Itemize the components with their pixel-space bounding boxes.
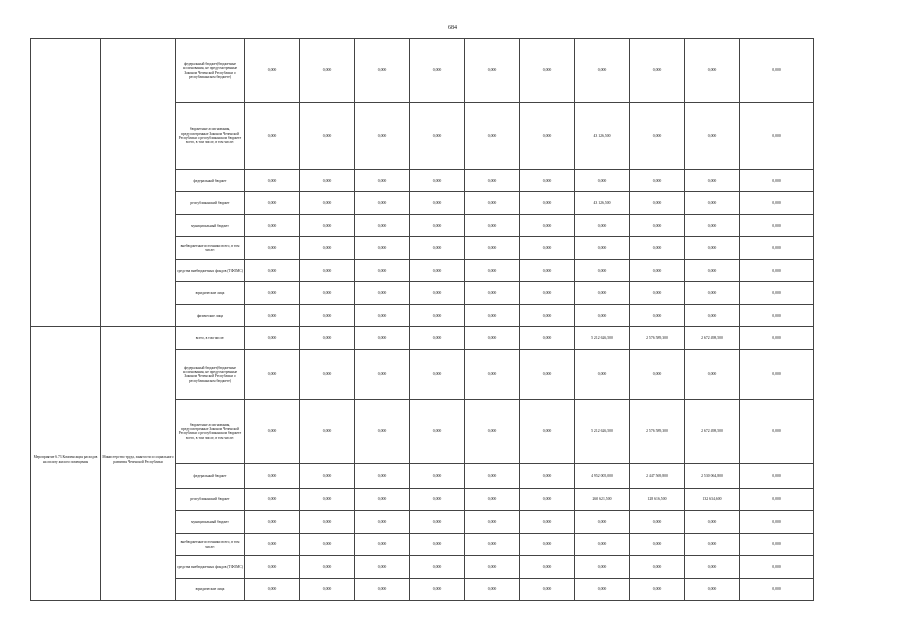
value-cell: 0,000: [630, 192, 685, 214]
value-cell: 0,000: [575, 533, 630, 555]
value-cell: 0,000: [245, 578, 300, 600]
value-cell: 0,000: [465, 237, 520, 259]
value-cell: 260 621,500: [575, 488, 630, 510]
value-cell: 0,000: [685, 103, 740, 170]
value-cell: 0,000: [740, 556, 814, 578]
value-cell: 0,000: [245, 39, 300, 103]
value-cell: 0,000: [740, 463, 814, 488]
value-cell: 0,000: [630, 170, 685, 192]
value-cell: 0,000: [355, 192, 410, 214]
value-cell: 2 576 589,300: [630, 327, 685, 349]
value-cell: 0,000: [245, 349, 300, 399]
value-cell: 0,000: [300, 533, 355, 555]
value-cell: 0,000: [685, 282, 740, 304]
value-cell: 0,000: [300, 399, 355, 463]
funding-source-cell: республиканский бюджет: [176, 488, 245, 510]
value-cell: 0,000: [685, 39, 740, 103]
value-cell: 0,000: [575, 556, 630, 578]
value-cell: 0,000: [465, 511, 520, 533]
funding-source-cell: федеральный бюджет(бюджетные ассигнования, не предусмотренные Законом Чеченской Республики о республиканском бюджете): [176, 349, 245, 399]
funding-source-cell: средства внебюджетных фондов (ТФОМС): [176, 259, 245, 281]
value-cell: 0,000: [355, 103, 410, 170]
value-cell: 0,000: [575, 511, 630, 533]
value-cell: 0,000: [630, 282, 685, 304]
value-cell: 0,000: [685, 259, 740, 281]
value-cell: 0,000: [740, 214, 814, 236]
value-cell: 0,000: [575, 259, 630, 281]
executor-cell: [101, 39, 176, 327]
value-cell: 0,000: [465, 214, 520, 236]
value-cell: 0,000: [410, 259, 465, 281]
value-cell: 0,000: [300, 259, 355, 281]
value-cell: 0,000: [575, 349, 630, 399]
value-cell: 0,000: [355, 170, 410, 192]
value-cell: 0,000: [575, 214, 630, 236]
funding-source-cell: бюджетные ассигнования, предусмотренные Законом Чеченской Республики о республиканском бюджете всего, в том числе, в том числе:: [176, 103, 245, 170]
value-cell: 0,000: [465, 463, 520, 488]
page-number: 684: [448, 25, 457, 31]
value-cell: 0,000: [740, 327, 814, 349]
value-cell: 0,000: [685, 533, 740, 555]
value-cell: 0,000: [520, 192, 575, 214]
value-cell: 0,000: [740, 578, 814, 600]
value-cell: 0,000: [410, 39, 465, 103]
value-cell: 0,000: [245, 556, 300, 578]
value-cell: 0,000: [410, 327, 465, 349]
value-cell: 0,000: [300, 39, 355, 103]
value-cell: 0,000: [685, 556, 740, 578]
value-cell: 0,000: [410, 511, 465, 533]
value-cell: 0,000: [410, 103, 465, 170]
value-cell: 0,000: [355, 259, 410, 281]
value-cell: 0,000: [575, 170, 630, 192]
value-cell: 0,000: [740, 192, 814, 214]
value-cell: 0,000: [300, 304, 355, 326]
value-cell: 0,000: [410, 463, 465, 488]
value-cell: 43 126,500: [575, 103, 630, 170]
value-cell: 0,000: [355, 533, 410, 555]
value-cell: 0,000: [630, 578, 685, 600]
value-cell: 0,000: [245, 103, 300, 170]
value-cell: 0,000: [520, 304, 575, 326]
value-cell: 0,000: [520, 578, 575, 600]
value-cell: 0,000: [410, 214, 465, 236]
value-cell: 0,000: [300, 170, 355, 192]
value-cell: 0,000: [630, 39, 685, 103]
value-cell: 0,000: [520, 556, 575, 578]
value-cell: 0,000: [245, 533, 300, 555]
value-cell: 0,000: [630, 214, 685, 236]
value-cell: 0,000: [630, 237, 685, 259]
value-cell: 0,000: [355, 511, 410, 533]
value-cell: 0,000: [355, 282, 410, 304]
value-cell: 0,000: [685, 578, 740, 600]
funding-source-cell: юридические лица: [176, 578, 245, 600]
value-cell: 0,000: [355, 237, 410, 259]
value-cell: 0,000: [685, 237, 740, 259]
value-cell: 0,000: [245, 214, 300, 236]
value-cell: 4 952 005,000: [575, 463, 630, 488]
value-cell: 0,000: [465, 488, 520, 510]
value-cell: 0,000: [630, 533, 685, 555]
value-cell: 0,000: [520, 282, 575, 304]
value-cell: 0,000: [410, 399, 465, 463]
value-cell: 0,000: [355, 556, 410, 578]
value-cell: 0,000: [245, 192, 300, 214]
value-cell: 0,000: [300, 349, 355, 399]
value-cell: 0,000: [685, 192, 740, 214]
value-cell: 0,000: [245, 170, 300, 192]
value-cell: 0,000: [245, 327, 300, 349]
event-name-cell: [31, 39, 101, 327]
value-cell: 0,000: [410, 237, 465, 259]
funding-source-cell: физические лица: [176, 304, 245, 326]
value-cell: 0,000: [520, 170, 575, 192]
funding-source-cell: юридические лица: [176, 282, 245, 304]
value-cell: 0,000: [300, 327, 355, 349]
value-cell: 0,000: [355, 304, 410, 326]
funding-source-cell: внебюджетные источники всего, в том числе:: [176, 533, 245, 555]
value-cell: 2 530 064,800: [685, 463, 740, 488]
value-cell: 0,000: [300, 463, 355, 488]
value-cell: 0,000: [410, 282, 465, 304]
value-cell: 0,000: [300, 192, 355, 214]
value-cell: 0,000: [300, 556, 355, 578]
value-cell: 0,000: [465, 259, 520, 281]
value-cell: 128 616,500: [630, 488, 685, 510]
value-cell: 0,000: [520, 488, 575, 510]
table-row: [31, 327, 814, 349]
value-cell: 0,000: [300, 103, 355, 170]
value-cell: 0,000: [685, 349, 740, 399]
value-cell: 0,000: [410, 556, 465, 578]
value-cell: 0,000: [465, 170, 520, 192]
value-cell: 0,000: [300, 578, 355, 600]
value-cell: 0,000: [355, 214, 410, 236]
value-cell: 0,000: [520, 349, 575, 399]
value-cell: 2 672 498,500: [685, 399, 740, 463]
value-cell: 5 212 626,500: [575, 327, 630, 349]
value-cell: 0,000: [300, 214, 355, 236]
value-cell: 0,000: [465, 103, 520, 170]
value-cell: 0,000: [685, 170, 740, 192]
funding-source-cell: федеральный бюджет: [176, 170, 245, 192]
value-cell: 0,000: [245, 282, 300, 304]
value-cell: 0,000: [740, 39, 814, 103]
value-cell: 0,000: [465, 304, 520, 326]
value-cell: 132 634,600: [685, 488, 740, 510]
value-cell: 0,000: [465, 533, 520, 555]
value-cell: 0,000: [465, 556, 520, 578]
value-cell: 0,000: [520, 214, 575, 236]
value-cell: 0,000: [575, 304, 630, 326]
budget-table: [30, 38, 814, 601]
value-cell: 0,000: [520, 259, 575, 281]
event-name-cell: Мероприятие 6.73 Компенсация расходов на оплату жилого помещения: [31, 327, 101, 601]
value-cell: 0,000: [630, 304, 685, 326]
value-cell: 0,000: [520, 533, 575, 555]
value-cell: 0,000: [520, 463, 575, 488]
funding-source-cell: федеральный бюджет: [176, 463, 245, 488]
value-cell: 0,000: [410, 578, 465, 600]
funding-source-cell: бюджетные ассигнования, предусмотренные Законом Чеченской Республики о республиканском бюджете всего, в том числе, в том числе:: [176, 399, 245, 463]
value-cell: 0,000: [630, 349, 685, 399]
funding-source-cell: муниципальный бюджет: [176, 511, 245, 533]
executor-cell: Министерство труда, занятости и социального развития Чеченской Республики: [101, 327, 176, 601]
value-cell: 0,000: [355, 488, 410, 510]
value-cell: 0,000: [740, 282, 814, 304]
value-cell: 0,000: [520, 511, 575, 533]
value-cell: 43 126,500: [575, 192, 630, 214]
value-cell: 5 212 626,500: [575, 399, 630, 463]
value-cell: 0,000: [740, 304, 814, 326]
value-cell: 0,000: [575, 237, 630, 259]
value-cell: 0,000: [740, 488, 814, 510]
value-cell: 0,000: [355, 463, 410, 488]
value-cell: 0,000: [575, 39, 630, 103]
funding-source-cell: средства внебюджетных фондов (ТФОМС): [176, 556, 245, 578]
funding-source-cell: всего, в том числе:: [176, 327, 245, 349]
value-cell: 0,000: [575, 282, 630, 304]
value-cell: 0,000: [465, 192, 520, 214]
value-cell: 0,000: [740, 511, 814, 533]
value-cell: 2 576 589,300: [630, 399, 685, 463]
value-cell: 0,000: [355, 578, 410, 600]
value-cell: 0,000: [410, 349, 465, 399]
value-cell: 0,000: [520, 103, 575, 170]
value-cell: 0,000: [465, 399, 520, 463]
value-cell: 0,000: [465, 578, 520, 600]
value-cell: 0,000: [740, 533, 814, 555]
value-cell: 0,000: [740, 103, 814, 170]
value-cell: 0,000: [630, 103, 685, 170]
value-cell: 0,000: [410, 192, 465, 214]
value-cell: 2 447 569,800: [630, 463, 685, 488]
value-cell: 0,000: [520, 327, 575, 349]
value-cell: 0,000: [740, 237, 814, 259]
value-cell: 0,000: [355, 327, 410, 349]
value-cell: 0,000: [245, 488, 300, 510]
value-cell: 0,000: [410, 533, 465, 555]
value-cell: 0,000: [410, 170, 465, 192]
value-cell: 0,000: [355, 39, 410, 103]
value-cell: 0,000: [355, 349, 410, 399]
value-cell: 0,000: [465, 327, 520, 349]
value-cell: 0,000: [575, 578, 630, 600]
table-row: [31, 39, 814, 103]
value-cell: 0,000: [465, 349, 520, 399]
value-cell: 0,000: [245, 399, 300, 463]
value-cell: 0,000: [300, 282, 355, 304]
value-cell: 0,000: [245, 511, 300, 533]
value-cell: 0,000: [465, 282, 520, 304]
funding-source-cell: внебюджетные источники всего, в том числе:: [176, 237, 245, 259]
value-cell: 0,000: [685, 304, 740, 326]
value-cell: 0,000: [740, 259, 814, 281]
value-cell: 0,000: [300, 511, 355, 533]
value-cell: 0,000: [410, 488, 465, 510]
value-cell: 0,000: [520, 237, 575, 259]
value-cell: 0,000: [410, 304, 465, 326]
value-cell: 0,000: [685, 511, 740, 533]
value-cell: 0,000: [740, 349, 814, 399]
value-cell: 0,000: [630, 511, 685, 533]
value-cell: 2 672 498,500: [685, 327, 740, 349]
value-cell: 0,000: [685, 214, 740, 236]
value-cell: 0,000: [245, 237, 300, 259]
value-cell: 0,000: [245, 259, 300, 281]
value-cell: 0,000: [300, 488, 355, 510]
value-cell: 0,000: [245, 463, 300, 488]
funding-source-cell: муниципальный бюджет: [176, 214, 245, 236]
value-cell: 0,000: [520, 39, 575, 103]
value-cell: 0,000: [630, 556, 685, 578]
value-cell: 0,000: [630, 259, 685, 281]
value-cell: 0,000: [740, 170, 814, 192]
funding-source-cell: федеральный бюджет(бюджетные ассигнования, не предусмотренные Законом Чеченской Республики о республиканском бюджете): [176, 39, 245, 103]
value-cell: 0,000: [465, 39, 520, 103]
value-cell: 0,000: [245, 304, 300, 326]
value-cell: 0,000: [300, 237, 355, 259]
value-cell: 0,000: [520, 399, 575, 463]
funding-source-cell: республиканский бюджет: [176, 192, 245, 214]
value-cell: 0,000: [355, 399, 410, 463]
value-cell: 0,000: [740, 399, 814, 463]
